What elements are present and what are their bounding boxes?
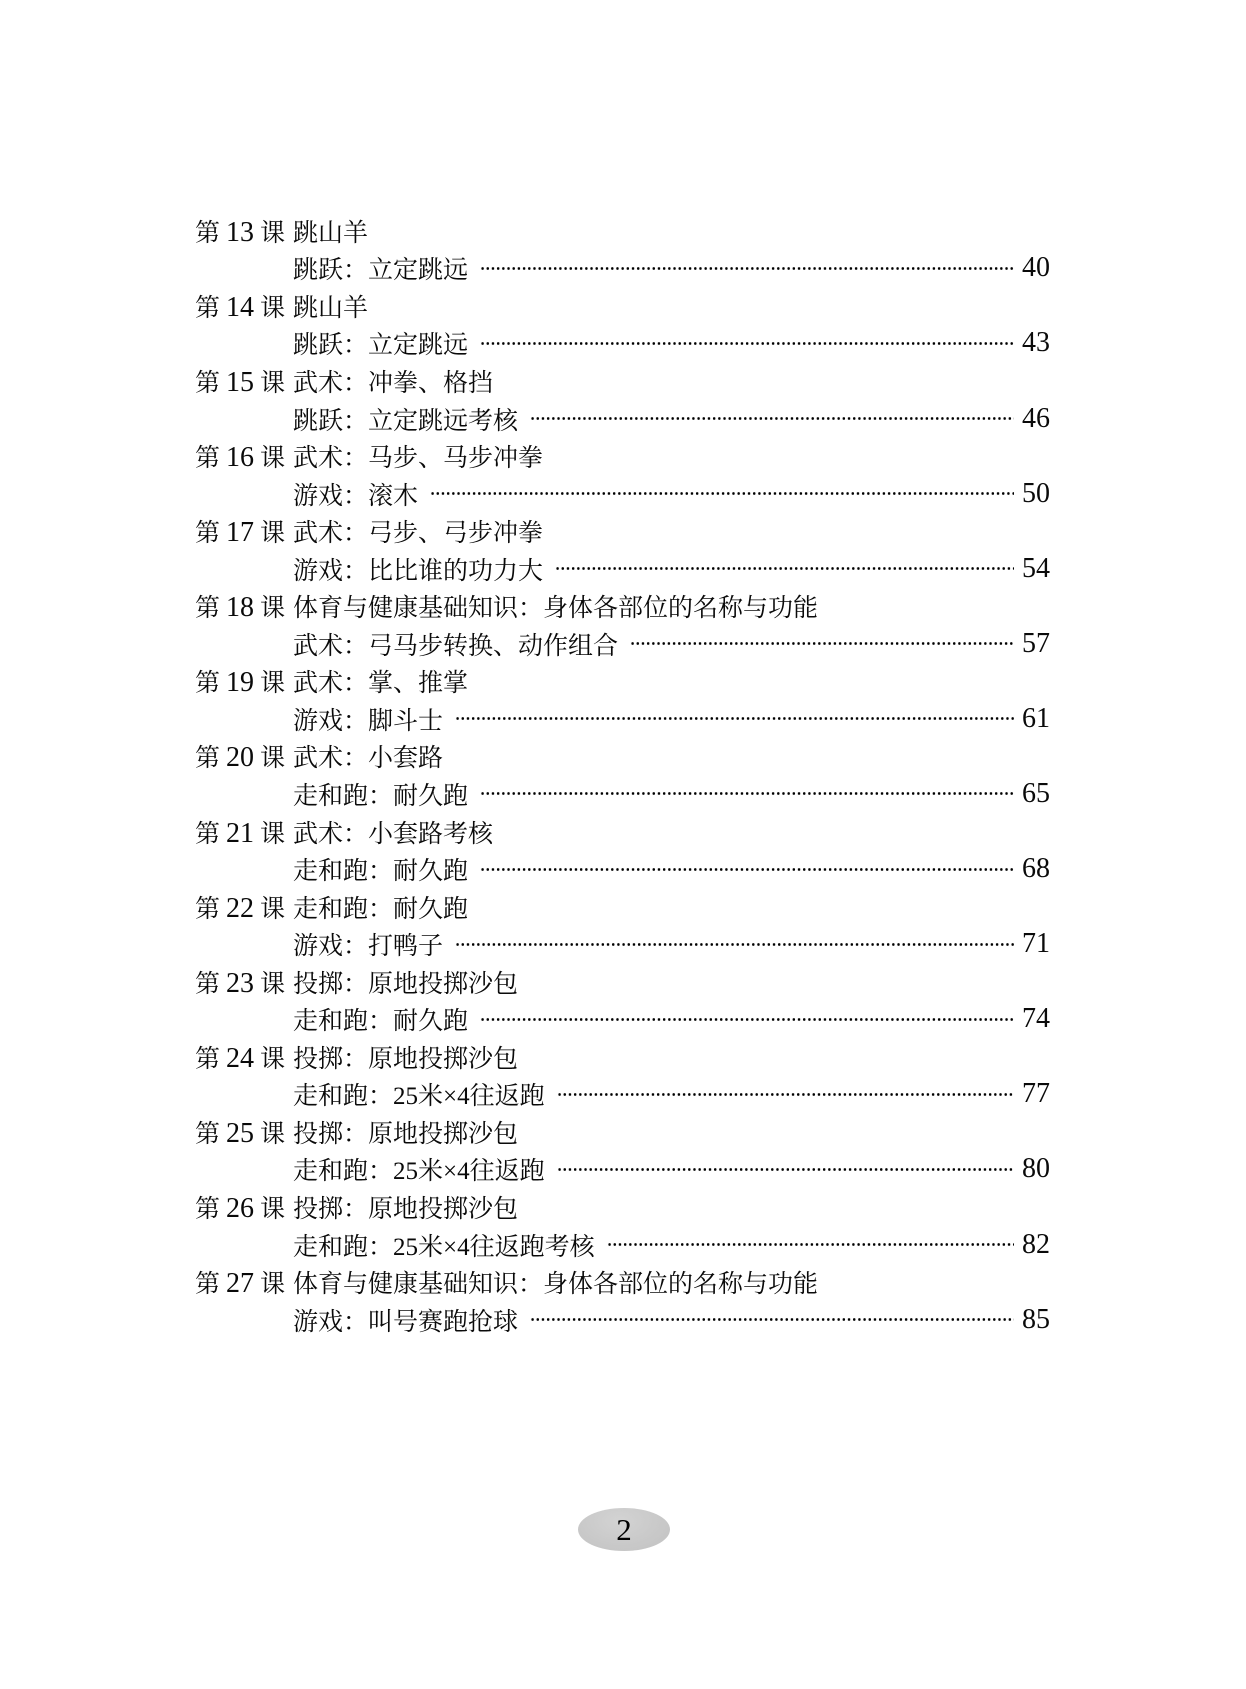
lesson-activity-primary: 走和跑：耐久跑 xyxy=(293,895,469,923)
toc-lesson-sub-line xyxy=(195,1076,1050,1114)
lesson-number-prefix: 第 xyxy=(195,595,221,623)
toc-lesson-title-line xyxy=(195,813,1050,851)
lesson-number-suffix: 课 xyxy=(260,595,286,623)
toc-lesson-title-line xyxy=(195,1263,1050,1301)
lesson-number: 15 xyxy=(226,366,255,398)
lesson-number-label xyxy=(195,1189,293,1225)
toc-lesson-entry xyxy=(195,1188,1050,1263)
lesson-activity-primary: 投掷：原地投掷沙包 xyxy=(293,1045,519,1073)
lesson-number-suffix: 课 xyxy=(260,895,286,923)
lesson-number-suffix: 课 xyxy=(260,1195,286,1223)
lesson-number-prefix: 第 xyxy=(195,369,221,397)
lesson-number-suffix: 课 xyxy=(260,1045,286,1073)
toc-lesson-sub-line xyxy=(195,250,1050,288)
lesson-number: 20 xyxy=(226,742,255,774)
toc-lesson-sub-line xyxy=(195,1226,1050,1264)
toc-lesson-title-line xyxy=(195,738,1050,776)
lesson-number-label xyxy=(195,964,293,1000)
lesson-activity-secondary: 游戏：叫号赛跑抢球 xyxy=(293,1308,519,1336)
lesson-activity-primary: 体育与健康基础知识：身体各部位的名称与功能 xyxy=(293,595,819,623)
lesson-activity-secondary: 跳跃：立定跳远考核 xyxy=(293,407,519,435)
lesson-number-prefix: 第 xyxy=(195,520,221,548)
toc-lesson-sub-line xyxy=(195,550,1050,588)
lesson-number-suffix: 课 xyxy=(260,670,286,698)
lesson-activity-secondary: 游戏：脚斗士 xyxy=(293,707,444,735)
toc-lesson-entry xyxy=(195,1113,1050,1188)
lesson-number-prefix: 第 xyxy=(195,294,221,322)
toc-lesson-title-line xyxy=(195,663,1050,701)
lesson-number-suffix: 课 xyxy=(260,745,286,773)
toc-lesson-entry xyxy=(195,437,1050,512)
lesson-number-label xyxy=(195,513,293,549)
lesson-number-prefix: 第 xyxy=(195,1195,221,1223)
table-of-contents xyxy=(195,212,1050,1338)
lesson-number-label xyxy=(195,363,293,399)
dot-leader xyxy=(557,1091,1014,1098)
lesson-number-label xyxy=(195,889,293,925)
lesson-activity-secondary: 游戏：比比谁的功力大 xyxy=(293,557,544,585)
dot-leader xyxy=(455,715,1014,722)
lesson-number: 17 xyxy=(226,517,255,549)
toc-lesson-title-line xyxy=(195,963,1050,1001)
toc-lesson-sub-line xyxy=(195,775,1050,813)
dot-leader xyxy=(430,490,1014,497)
lesson-number: 21 xyxy=(226,817,255,849)
lesson-number-label xyxy=(195,814,293,850)
lesson-activity-primary: 武术：冲拳、格挡 xyxy=(293,369,494,397)
lesson-number-label xyxy=(195,1039,293,1075)
lesson-number: 22 xyxy=(226,892,255,924)
lesson-number: 27 xyxy=(226,1268,255,1300)
lesson-activity-secondary: 走和跑：耐久跑 xyxy=(293,782,469,810)
toc-lesson-sub-line xyxy=(195,475,1050,513)
toc-lesson-sub-line xyxy=(195,400,1050,438)
lesson-activity-primary: 投掷：原地投掷沙包 xyxy=(293,1120,519,1148)
lesson-page-number: 40 xyxy=(1022,252,1050,284)
lesson-number: 18 xyxy=(226,592,255,624)
toc-lesson-sub-line xyxy=(195,1151,1050,1189)
toc-lesson-entry xyxy=(195,587,1050,662)
dot-leader xyxy=(530,415,1014,422)
toc-lesson-title-line xyxy=(195,512,1050,550)
lesson-page-number: 54 xyxy=(1022,552,1050,584)
toc-lesson-title-line xyxy=(195,1038,1050,1076)
toc-lesson-sub-line xyxy=(195,1301,1050,1339)
dot-leader xyxy=(557,1166,1014,1173)
toc-lesson-entry xyxy=(195,287,1050,362)
toc-lesson-title-line xyxy=(195,1113,1050,1151)
dot-leader xyxy=(480,1016,1014,1023)
toc-lesson-sub-line xyxy=(195,925,1050,963)
lesson-number-suffix: 课 xyxy=(260,219,286,247)
lesson-number-prefix: 第 xyxy=(195,970,221,998)
lesson-number-prefix: 第 xyxy=(195,445,221,473)
lesson-number-label xyxy=(195,438,293,474)
toc-lesson-sub-line xyxy=(195,1000,1050,1038)
lesson-page-number: 46 xyxy=(1022,402,1050,434)
toc-lesson-entry xyxy=(195,963,1050,1038)
toc-lesson-entry xyxy=(195,663,1050,738)
lesson-number-suffix: 课 xyxy=(260,1120,286,1148)
lesson-number: 16 xyxy=(226,442,255,474)
dot-leader xyxy=(480,790,1014,797)
lesson-page-number: 68 xyxy=(1022,853,1050,885)
lesson-activity-secondary: 跳跃：立定跳远 xyxy=(293,257,469,285)
lesson-page-number: 71 xyxy=(1022,928,1050,960)
lesson-number-prefix: 第 xyxy=(195,820,221,848)
toc-lesson-title-line xyxy=(195,437,1050,475)
lesson-number-label xyxy=(195,738,293,774)
toc-lesson-entry xyxy=(195,512,1050,587)
lesson-number: 24 xyxy=(226,1042,255,1074)
lesson-number: 19 xyxy=(226,667,255,699)
toc-lesson-entry xyxy=(195,888,1050,963)
lesson-page-number: 82 xyxy=(1022,1228,1050,1260)
toc-lesson-title-line xyxy=(195,587,1050,625)
toc-lesson-entry xyxy=(195,738,1050,813)
lesson-activity-primary: 武术：小套路考核 xyxy=(293,820,494,848)
lesson-activity-secondary: 跳跃：立定跳远 xyxy=(293,332,469,360)
toc-lesson-entry xyxy=(195,212,1050,287)
lesson-number-prefix: 第 xyxy=(195,745,221,773)
toc-lesson-entry xyxy=(195,1263,1050,1338)
toc-lesson-title-line xyxy=(195,888,1050,926)
lesson-page-number: 57 xyxy=(1022,627,1050,659)
lesson-activity-secondary: 走和跑：25米×4往返跑 xyxy=(293,1083,545,1111)
lesson-activity-primary: 跳山羊 xyxy=(293,294,369,322)
lesson-number-label xyxy=(195,213,293,249)
lesson-number-label xyxy=(195,288,293,324)
lesson-number-label xyxy=(195,663,293,699)
lesson-page-number: 85 xyxy=(1022,1303,1050,1335)
dot-leader xyxy=(630,640,1014,647)
lesson-number: 26 xyxy=(226,1192,255,1224)
toc-lesson-title-line xyxy=(195,1188,1050,1226)
lesson-number-suffix: 课 xyxy=(260,294,286,322)
toc-lesson-title-line xyxy=(195,287,1050,325)
lesson-activity-secondary: 游戏：滚木 xyxy=(293,482,419,510)
toc-lesson-title-line xyxy=(195,212,1050,250)
lesson-activity-secondary: 走和跑：耐久跑 xyxy=(293,1008,469,1036)
lesson-page-number: 77 xyxy=(1022,1078,1050,1110)
toc-lesson-title-line xyxy=(195,362,1050,400)
dot-leader xyxy=(530,1316,1014,1323)
lesson-activity-secondary: 走和跑：耐久跑 xyxy=(293,858,469,886)
lesson-number-suffix: 课 xyxy=(260,970,286,998)
lesson-number: 14 xyxy=(226,291,255,323)
lesson-activity-primary: 投掷：原地投掷沙包 xyxy=(293,1195,519,1223)
footer-page-number: 2 xyxy=(616,1512,632,1547)
dot-leader xyxy=(480,265,1014,272)
lesson-activity-primary: 武术：马步、马步冲拳 xyxy=(293,445,544,473)
toc-lesson-entry xyxy=(195,1038,1050,1113)
toc-lesson-entry xyxy=(195,813,1050,888)
lesson-number-label xyxy=(195,1264,293,1300)
lesson-number-prefix: 第 xyxy=(195,1120,221,1148)
lesson-number-prefix: 第 xyxy=(195,1045,221,1073)
lesson-number-suffix: 课 xyxy=(260,820,286,848)
lesson-page-number: 74 xyxy=(1022,1003,1050,1035)
toc-lesson-sub-line xyxy=(195,325,1050,363)
lesson-activity-primary: 武术：小套路 xyxy=(293,745,444,773)
lesson-activity-primary: 武术：掌、推掌 xyxy=(293,670,469,698)
lesson-page-number: 43 xyxy=(1022,327,1050,359)
lesson-activity-primary: 体育与健康基础知识：身体各部位的名称与功能 xyxy=(293,1271,819,1299)
toc-lesson-sub-line xyxy=(195,625,1050,663)
lesson-activity-primary: 跳山羊 xyxy=(293,219,369,247)
dot-leader xyxy=(480,866,1014,873)
dot-leader xyxy=(455,941,1014,948)
lesson-number-prefix: 第 xyxy=(195,1271,221,1299)
lesson-number: 25 xyxy=(226,1117,255,1149)
lesson-activity-primary: 武术：弓步、弓步冲拳 xyxy=(293,520,544,548)
toc-lesson-sub-line xyxy=(195,850,1050,888)
lesson-number-prefix: 第 xyxy=(195,219,221,247)
lesson-activity-secondary: 走和跑：25米×4往返跑 xyxy=(293,1158,545,1186)
lesson-page-number: 50 xyxy=(1022,477,1050,509)
lesson-number-suffix: 课 xyxy=(260,1271,286,1299)
toc-lesson-sub-line xyxy=(195,700,1050,738)
lesson-number-suffix: 课 xyxy=(260,520,286,548)
dot-leader xyxy=(555,565,1014,572)
lesson-activity-primary: 投掷：原地投掷沙包 xyxy=(293,970,519,998)
lesson-number: 23 xyxy=(226,967,255,999)
lesson-activity-secondary: 武术：弓马步转换、动作组合 xyxy=(293,632,619,660)
lesson-number-prefix: 第 xyxy=(195,670,221,698)
lesson-number-suffix: 课 xyxy=(260,445,286,473)
lesson-number-prefix: 第 xyxy=(195,895,221,923)
toc-lesson-entry xyxy=(195,362,1050,437)
lesson-activity-secondary: 游戏：打鸭子 xyxy=(293,933,444,961)
lesson-page-number: 80 xyxy=(1022,1153,1050,1185)
lesson-number-label xyxy=(195,588,293,624)
lesson-activity-secondary: 走和跑：25米×4往返跑考核 xyxy=(293,1233,595,1261)
dot-leader xyxy=(480,340,1014,347)
lesson-number-suffix: 课 xyxy=(260,369,286,397)
lesson-number-label xyxy=(195,1114,293,1150)
lesson-number: 13 xyxy=(226,216,255,248)
dot-leader xyxy=(607,1241,1014,1248)
lesson-page-number: 65 xyxy=(1022,777,1050,809)
page-number-oval xyxy=(578,1508,670,1551)
lesson-page-number: 61 xyxy=(1022,702,1050,734)
